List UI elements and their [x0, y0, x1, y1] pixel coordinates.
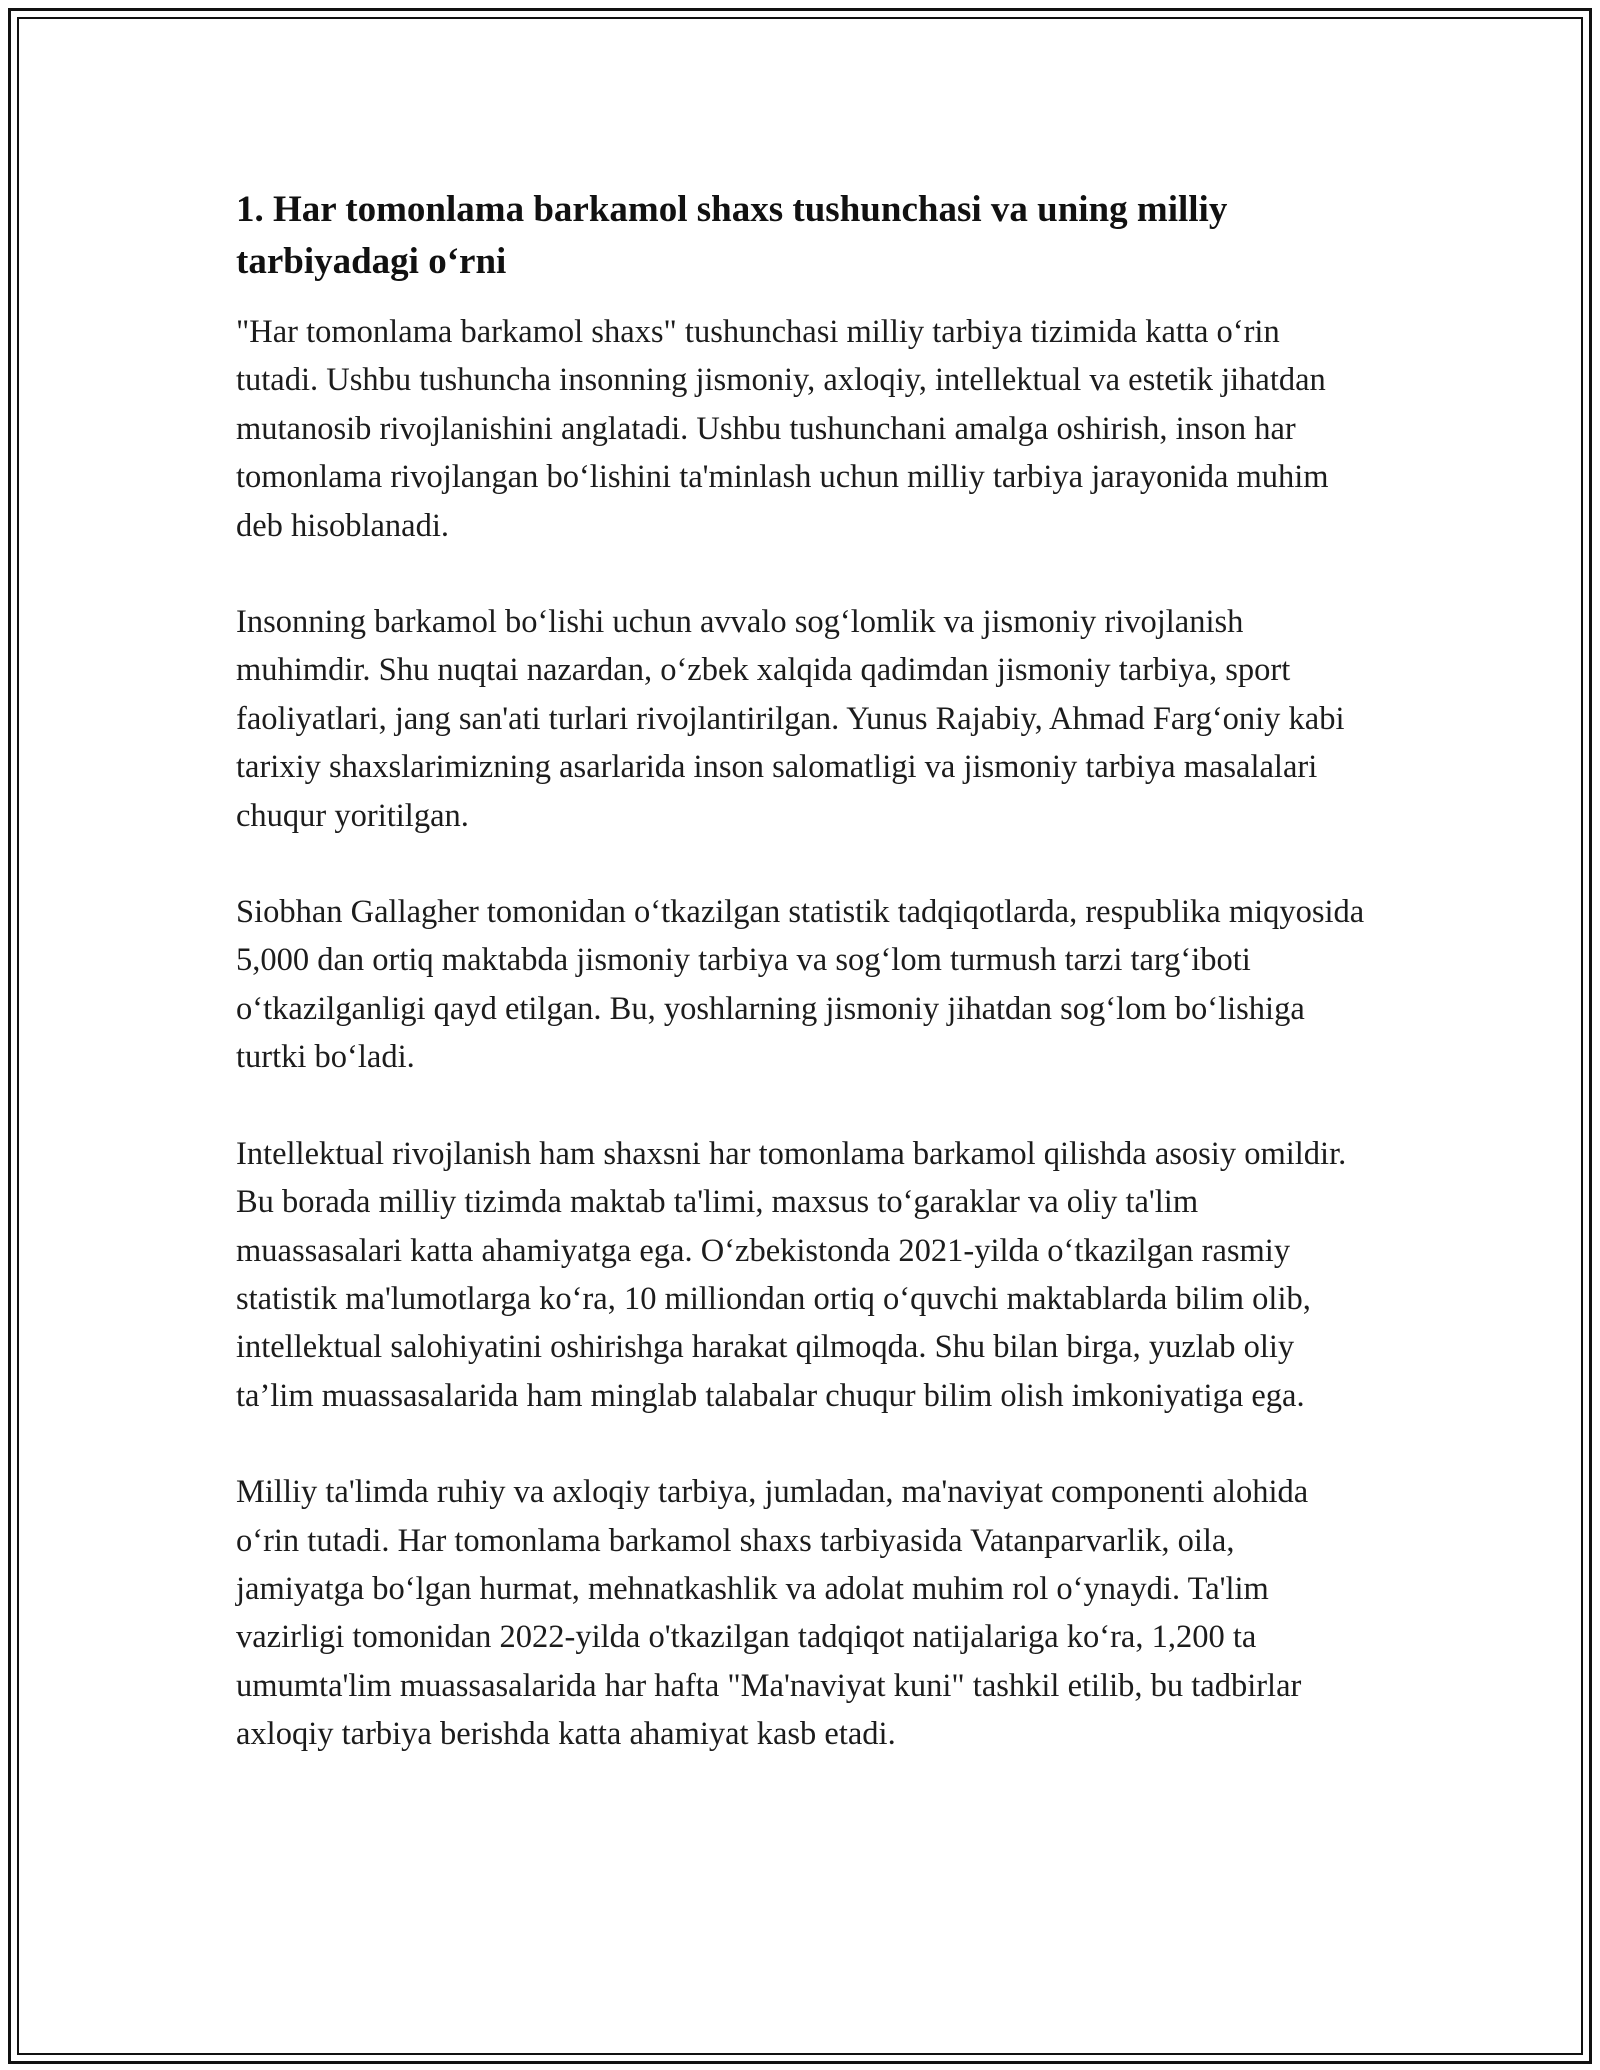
- paragraph-1: "Har tomonlama barkamol shaxs" tushunchasi milliy tarbiya tizimida katta o‘rin tutadi. Ushbu tushuncha insonning jismoniy, axloqiy, intellektual va estetik jihatdan mutanosib rivojlanishini anglatadi. Ushbu tushunchani amalga oshirish, inson har tomonlama rivojlangan bo‘lishini ta'minlash uchun milliy tarbiya jarayonida muhim deb hisoblanadi.: [236, 314, 1329, 544]
- paragraph-3: Siobhan Gallagher tomonidan o‘tkazilgan statistik tadqiqotlarda, respublika miqyosida 5,000 dan ortiq maktabda jismoniy tarbiya va sog‘lom turmush tarzi targ‘iboti o‘tkazilganligi qayd etilgan. Bu, yoshlarning jismoniy jihatdan sog‘lom bo‘lishiga turtki bo‘ladi.: [236, 894, 1365, 1076]
- document-body: [236, 184, 1366, 1807]
- paragraph-4: Intellektual rivojlanish ham shaxsni har tomonlama barkamol qilishda asosiy omildir. Bu borada milliy tizimda maktab ta'limi, maxsus to‘garaklar va oliy ta'lim muassasalari katta ahamiyatga ega. O‘zbekistonda 2021-yilda o‘tkazilgan rasmiy statistik ma'lumotlarga ko‘ra, 10 milliondan ortiq o‘quvchi maktablarda bilim olib, intellektual salohiyatini oshirishga harakat qilmoqda. Shu bilan birga, yuzlab oliy ta’lim muassasalarida ham minglab talabalar chuqur bilim olish imkoniyatiga ega.: [236, 1135, 1347, 1414]
- paragraph-5: Milliy ta'limda ruhiy va axloqiy tarbiya, jumladan, ma'naviyat componenti alohida o‘rin tutadi. Har tomonlama barkamol shaxs tarbiyasida Vatanparvarlik, oila, jamiyatga bo‘lgan hurmat, mehnatkashlik va adolat muhim rol o‘ynaydi. Ta'lim vazirligi tomonidan 2022-yilda o'tkazilgan tadqiqot natijalariga ko‘ra, 1,200 ta umumta'lim muassasalarida har hafta "Ma'naviyat kuni" tashkil etilib, bu tadbirlar axloqiy tarbiya berishda katta ahamiyat kasb etadi.: [236, 1474, 1309, 1753]
- section-heading: 1. Har tomonlama barkamol shaxs tushunchasi va uning milliy tarbiyadagi o‘rni: [236, 189, 1228, 282]
- paragraph-2: Insonning barkamol bo‘lishi uchun avvalo sog‘lomlik va jismoniy rivojlanish muhimdir. Shu nuqtai nazardan, o‘zbek xalqida qadimdan jismoniy tarbiya, sport faoliyatlari, jang san'ati turlari rivojlantirilgan. Yunus Rajabiy, Ahmad Farg‘oniy kabi tarixiy shaxslarimizning asarlarida inson salomatligi va jismoniy tarbiya masalalari chuqur yoritilgan.: [236, 604, 1345, 834]
